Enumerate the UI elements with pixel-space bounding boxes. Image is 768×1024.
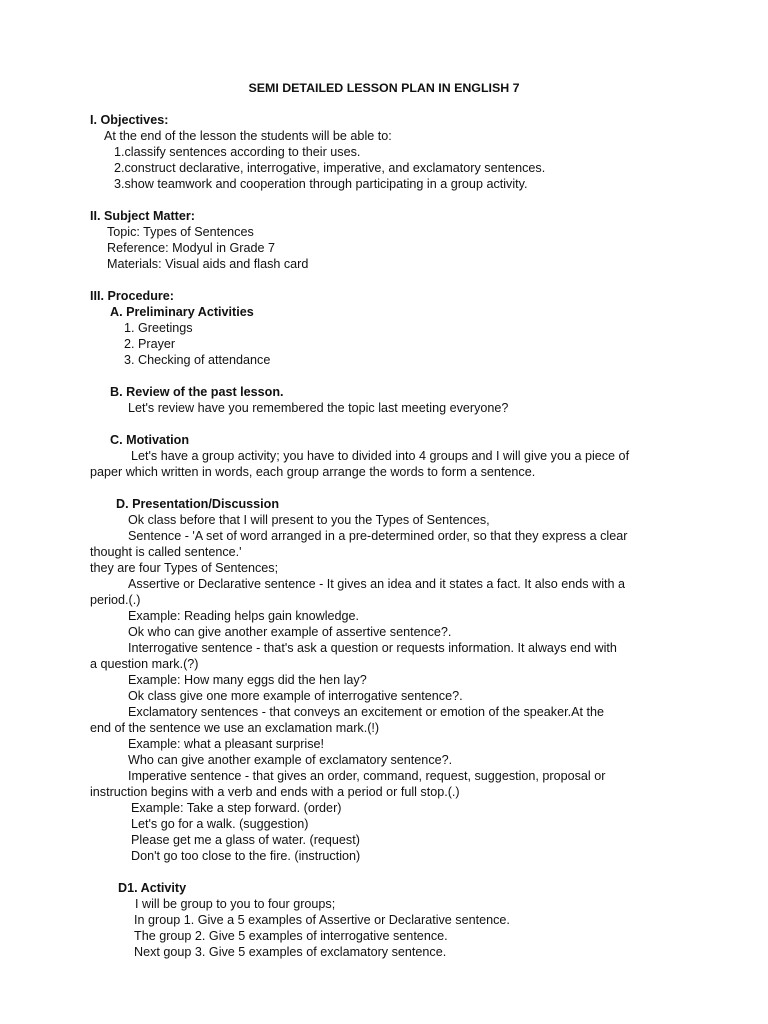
presentation-line: thought is called sentence.' <box>90 545 242 559</box>
presentation-line: Ok who can give another example of assertive sentence?. <box>128 625 452 639</box>
objective-item: 3.show teamwork and cooperation through participating in a group activity. <box>114 177 528 191</box>
objective-item: 2.construct declarative, interrogative, imperative, and exclamatory sentences. <box>114 161 546 175</box>
motivation-heading: C. Motivation <box>110 433 190 447</box>
activity-line: I will be group to you to four groups; <box>135 897 336 911</box>
objectives-intro: At the end of the lesson the students will be able to: <box>104 129 392 143</box>
presentation-line: Interrogative sentence - that's ask a question or requests information. It always end with <box>128 641 617 655</box>
subject-matter-heading: II. Subject Matter: <box>90 209 195 223</box>
preliminary-item: 2. Prayer <box>124 337 176 351</box>
presentation-line: Exclamatory sentences - that conveys an excitement or emotion of the speaker.At the <box>128 705 605 719</box>
presentation-line: Don't go too close to the fire. (instruction) <box>131 849 361 863</box>
objective-item: 1.classify sentences according to their uses. <box>114 145 361 159</box>
presentation-line: instruction begins with a verb and ends with a period or full stop.(.) <box>90 785 460 799</box>
preliminary-item: 1. Greetings <box>124 321 193 335</box>
activity-line: Next goup 3. Give 5 examples of exclamatory sentence. <box>134 945 447 959</box>
presentation-line: they are four Types of Sentences; <box>90 561 279 575</box>
presentation-line: period.(.) <box>90 593 141 607</box>
presentation-line: Imperative sentence - that gives an order, command, request, suggestion, proposal or <box>128 769 606 783</box>
presentation-line: Let's go for a walk. (suggestion) <box>131 817 309 831</box>
presentation-line: Sentence - 'A set of word arranged in a pre-determined order, so that they express a clear <box>128 529 628 543</box>
objectives-heading: I. Objectives: <box>90 113 169 127</box>
review-heading: B. Review of the past lesson. <box>110 385 284 399</box>
preliminary-item: 3. Checking of attendance <box>124 353 271 367</box>
subject-topic: Topic: Types of Sentences <box>107 225 254 239</box>
presentation-line: Who can give another example of exclamatory sentence?. <box>128 753 453 767</box>
preliminary-heading: A. Preliminary Activities <box>110 305 254 319</box>
activity-line: In group 1. Give a 5 examples of Assertive or Declarative sentence. <box>134 913 510 927</box>
motivation-text: paper which written in words, each group arrange the words to form a sentence. <box>90 465 536 479</box>
presentation-heading: D. Presentation/Discussion <box>116 497 280 511</box>
presentation-line: Please get me a glass of water. (request) <box>131 833 360 847</box>
presentation-line: a question mark.(?) <box>90 657 199 671</box>
activity-heading: D1. Activity <box>118 881 187 895</box>
presentation-line: Assertive or Declarative sentence - It gives an idea and it states a fact. It also ends with a <box>128 577 626 591</box>
presentation-line: Example: How many eggs did the hen lay? <box>128 673 367 687</box>
presentation-line: Example: Reading helps gain knowledge. <box>128 609 360 623</box>
subject-materials: Materials: Visual aids and flash card <box>107 257 309 271</box>
review-text: Let's review have you remembered the topic last meeting everyone? <box>128 401 509 415</box>
motivation-text: Let's have a group activity; you have to divided into 4 groups and I will give you a piece of <box>131 449 630 463</box>
procedure-heading: III. Procedure: <box>90 289 174 303</box>
presentation-line: Ok class before that I will present to you the Types of Sentences, <box>128 513 490 527</box>
presentation-line: end of the sentence we use an exclamation mark.(!) <box>90 721 380 735</box>
subject-reference: Reference: Modyul in Grade 7 <box>107 241 276 255</box>
presentation-line: Example: Take a step forward. (order) <box>131 801 342 815</box>
page-title: SEMI DETAILED LESSON PLAN IN ENGLISH 7 <box>248 81 520 95</box>
activity-line: The group 2. Give 5 examples of interrogative sentence. <box>134 929 448 943</box>
presentation-line: Ok class give one more example of interrogative sentence?. <box>128 689 463 703</box>
presentation-line: Example: what a pleasant surprise! <box>128 737 325 751</box>
